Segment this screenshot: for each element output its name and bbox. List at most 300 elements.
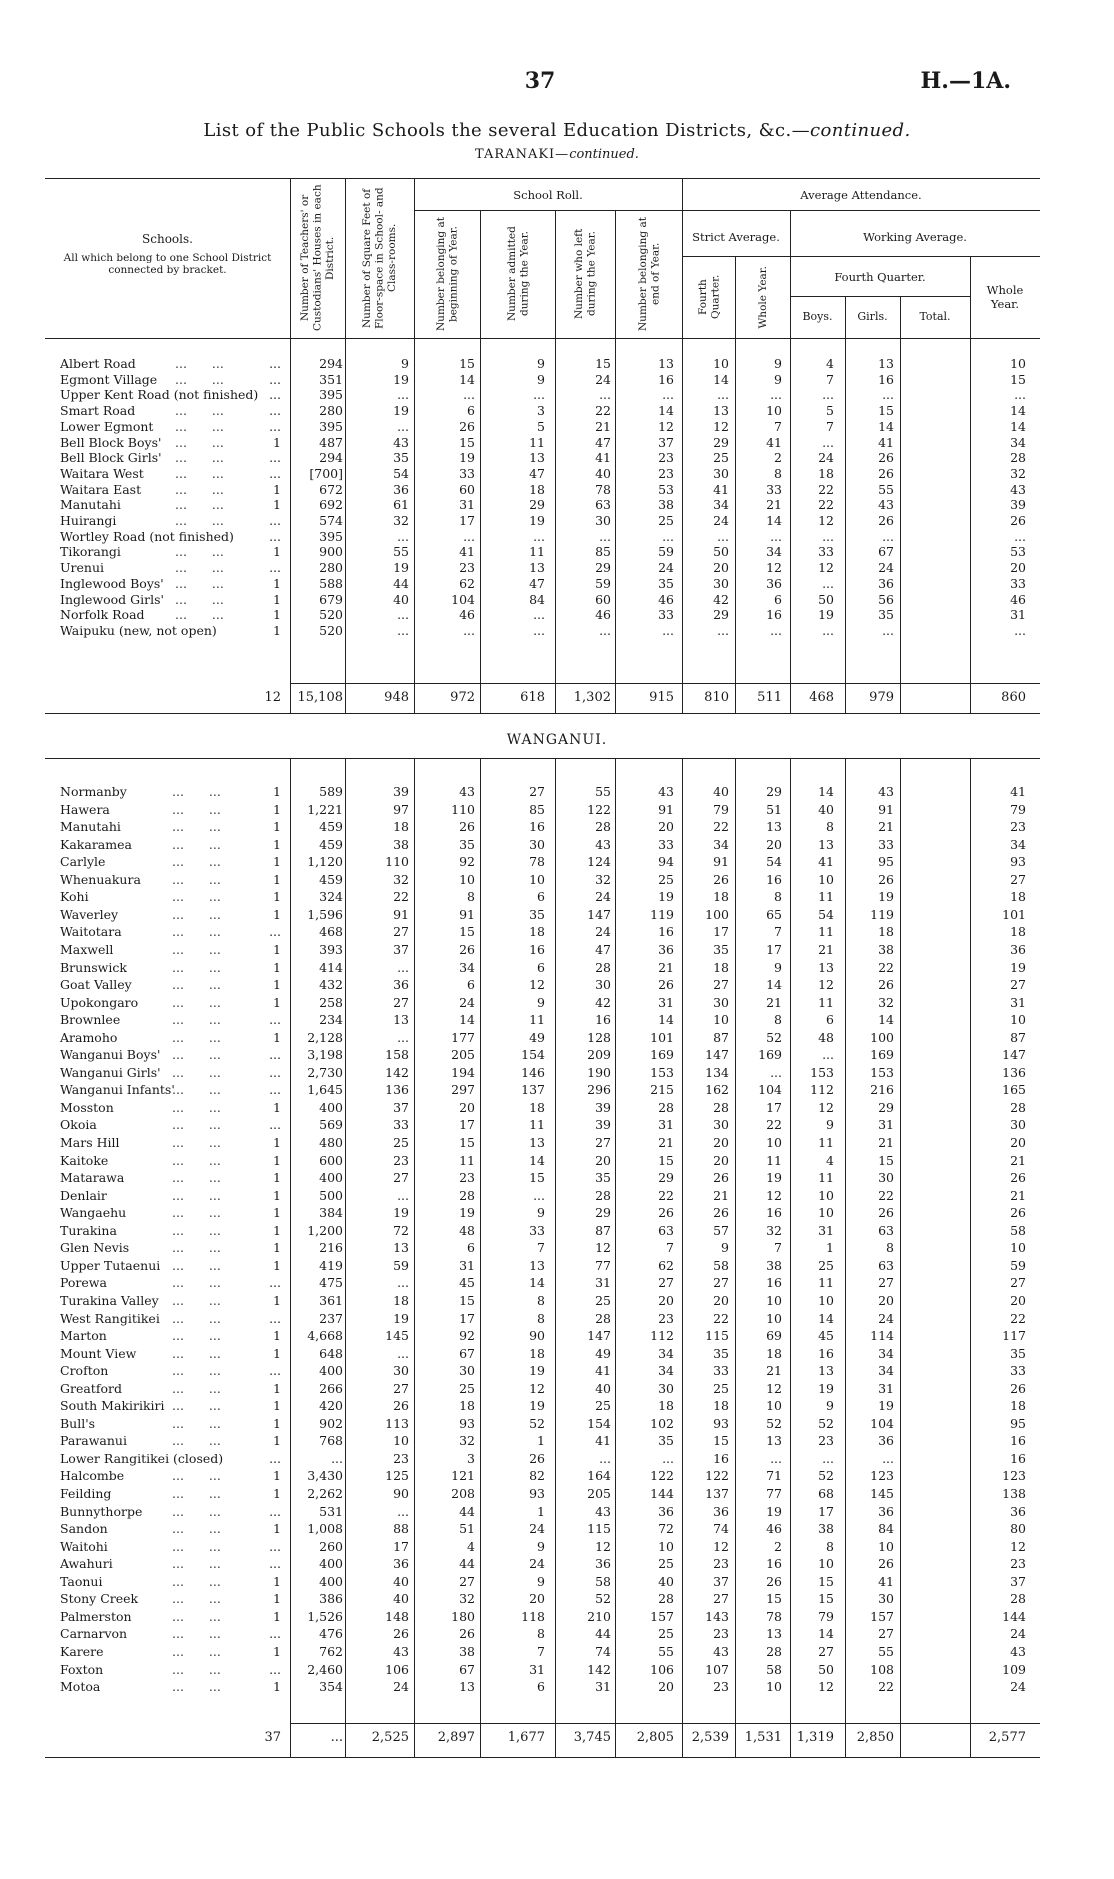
- cell-floor-space: 500: [319, 1187, 343, 1203]
- cell-boys: 17: [766, 1099, 782, 1115]
- cell-roll-beginning: 19: [393, 1310, 409, 1326]
- cell-strict-fourth-quarter: 40: [658, 1573, 674, 1589]
- cell-roll-left: ...: [533, 528, 545, 544]
- cell-roll-left: 12: [529, 977, 545, 993]
- school-name: Greatford: [60, 1380, 122, 1396]
- cell-roll-left: 19: [529, 1398, 545, 1414]
- cell-girls: 4: [826, 1152, 834, 1168]
- cell-teachers-houses: ...: [269, 450, 281, 466]
- cell-whole-year: 24: [1010, 1679, 1026, 1695]
- header-total: Total.: [919, 310, 951, 323]
- cell-fourth-quarter-total: 22: [878, 959, 894, 975]
- cell-strict-whole-year: 34: [713, 497, 729, 513]
- cell-boys: 10: [766, 1398, 782, 1414]
- cell-roll-beginning: 40: [393, 1591, 409, 1607]
- cell-boys: 7: [774, 1240, 782, 1256]
- table-row: [60, 466, 1030, 481]
- school-name: Wanganui Infants': [60, 1082, 175, 1098]
- leader-dots: ... ...: [172, 1521, 221, 1537]
- cell-roll-end: 25: [595, 1292, 611, 1308]
- cell-girls: 9: [826, 1398, 834, 1414]
- leader-dots: ... ...: [172, 1152, 221, 1168]
- cell-girls: 10: [818, 1187, 834, 1203]
- cell-roll-admitted: 11: [459, 1152, 475, 1168]
- cell-roll-left: 10: [529, 871, 545, 887]
- cell-strict-fourth-quarter: 34: [658, 1363, 674, 1379]
- cell-roll-end: 52: [595, 1591, 611, 1607]
- cell-strict-fourth-quarter: 102: [650, 1415, 674, 1431]
- cell-roll-end: 22: [595, 403, 611, 419]
- school-name: Kohi: [60, 889, 89, 905]
- cell-roll-beginning: 26: [393, 1626, 409, 1642]
- cell-whole-year: 27: [1010, 1275, 1026, 1291]
- cell-girls: 15: [818, 1591, 834, 1607]
- cell-roll-end: 28: [595, 1310, 611, 1326]
- cell-whole-year: ...: [1014, 528, 1026, 544]
- table-top-rule: [45, 178, 1040, 179]
- cell-roll-end: 25: [595, 1398, 611, 1414]
- cell-roll-admitted: 92: [459, 1328, 475, 1344]
- cell-strict-fourth-quarter: 15: [658, 1152, 674, 1168]
- cell-strict-whole-year: 122: [705, 1468, 729, 1484]
- cell-roll-beginning: 25: [393, 1135, 409, 1150]
- cell-roll-left: 47: [529, 575, 545, 591]
- cell-roll-beginning: 22: [393, 889, 409, 905]
- cell-fourth-quarter-total: 35: [878, 607, 894, 623]
- cell-whole-year: 37: [1010, 1573, 1026, 1589]
- cell-teachers-houses: 1: [273, 1608, 281, 1624]
- cell-strict-whole-year: 100: [705, 906, 729, 922]
- cell-roll-beginning: 72: [393, 1222, 409, 1238]
- cell-roll-admitted: 51: [459, 1521, 475, 1537]
- school-name: Awahuri: [60, 1556, 113, 1572]
- cell-roll-admitted: 26: [459, 418, 475, 434]
- cell-strict-whole-year: 12: [713, 418, 729, 434]
- cell-girls: 7: [826, 371, 834, 387]
- cell-roll-end: 87: [595, 1222, 611, 1238]
- cell-roll-admitted: 60: [459, 481, 475, 497]
- cell-roll-beginning: 97: [393, 801, 409, 817]
- cell-strict-fourth-quarter: 20: [658, 819, 674, 835]
- cell-roll-beginning: 36: [393, 481, 409, 497]
- cell-strict-whole-year: 30: [713, 465, 729, 481]
- cell-girls: 14: [818, 784, 834, 799]
- cell-girls: 6: [826, 1012, 834, 1028]
- table-row: [60, 529, 1030, 544]
- cell-teachers-houses: 1: [273, 1135, 281, 1150]
- school-name: Waverley: [60, 906, 119, 922]
- cell-floor-space: 400: [319, 1170, 343, 1186]
- cell-strict-whole-year: 35: [713, 1345, 729, 1361]
- total-teachers-houses: 12: [264, 690, 281, 705]
- cell-floor-space: 480: [319, 1135, 343, 1150]
- cell-roll-admitted: 297: [451, 1082, 475, 1098]
- cell-strict-whole-year: 23: [713, 1626, 729, 1642]
- cell-fourth-quarter-total: 30: [878, 1170, 894, 1186]
- cell-roll-admitted: 180: [451, 1608, 475, 1624]
- total-strict-whole-year: 810: [704, 690, 729, 705]
- school-name: Carnarvon: [60, 1626, 128, 1642]
- table-row: [60, 802, 1030, 817]
- cell-roll-admitted: 31: [459, 1257, 475, 1273]
- cell-teachers-houses: 1: [273, 497, 281, 513]
- cell-whole-year: 43: [1010, 1643, 1026, 1659]
- cell-roll-admitted: ...: [463, 622, 475, 638]
- cell-roll-end: 29: [595, 560, 611, 576]
- cell-strict-whole-year: 33: [713, 1363, 729, 1379]
- cell-whole-year: 20: [1010, 560, 1026, 576]
- cell-floor-space: 393: [319, 941, 343, 957]
- school-name: Bunnythorpe: [60, 1503, 143, 1519]
- cell-floor-space: 432: [319, 977, 343, 993]
- cell-teachers-houses: ...: [269, 513, 281, 528]
- cell-strict-whole-year: 13: [713, 403, 729, 419]
- cell-roll-beginning: ...: [397, 1187, 409, 1203]
- cell-strict-whole-year: 28: [713, 1099, 729, 1115]
- cell-girls: 12: [818, 513, 834, 528]
- school-name: Foxton: [60, 1661, 104, 1677]
- table-row: [60, 819, 1030, 834]
- cell-roll-beginning: ...: [397, 622, 409, 638]
- cell-strict-whole-year: 42: [713, 591, 729, 607]
- cell-roll-left: 11: [529, 1012, 545, 1028]
- cell-strict-whole-year: 50: [713, 544, 729, 560]
- cell-roll-beginning: 27: [393, 1170, 409, 1186]
- leader-dots: ... ...: [172, 1187, 221, 1203]
- table-row: [60, 1468, 1030, 1483]
- cell-roll-left: 15: [529, 1170, 545, 1186]
- leader-dots: ... ...: [172, 941, 221, 957]
- cell-roll-beginning: 37: [393, 941, 409, 957]
- cell-roll-left: 18: [529, 1345, 545, 1361]
- cell-roll-left: 9: [537, 1573, 545, 1589]
- cell-roll-left: 30: [529, 836, 545, 852]
- cell-roll-left: 82: [529, 1468, 545, 1484]
- cell-roll-left: 13: [529, 1135, 545, 1150]
- taranaki-totals-rule: [290, 683, 1040, 684]
- cell-girls: 52: [818, 1415, 834, 1431]
- cell-roll-admitted: 28: [459, 1187, 475, 1203]
- cell-floor-space: 386: [319, 1591, 343, 1607]
- total-teachers-houses: 37: [264, 1730, 281, 1745]
- cell-strict-whole-year: 79: [713, 801, 729, 817]
- school-name: Brunswick: [60, 959, 127, 975]
- cell-boys: 8: [774, 465, 782, 481]
- cell-roll-end: 39: [595, 1099, 611, 1115]
- cell-roll-admitted: 110: [451, 801, 475, 817]
- cell-girls: 25: [818, 1257, 834, 1273]
- cell-fourth-quarter-total: 41: [878, 1573, 894, 1589]
- cell-whole-year: 80: [1010, 1521, 1026, 1537]
- cell-floor-space: 400: [319, 1099, 343, 1115]
- cell-floor-space: 768: [319, 1433, 343, 1449]
- cell-boys: ...: [770, 1450, 782, 1466]
- cell-girls: 10: [818, 1556, 834, 1572]
- cell-roll-end: 44: [595, 1626, 611, 1642]
- cell-strict-whole-year: 16: [713, 1450, 729, 1466]
- cell-roll-left: 35: [529, 906, 545, 922]
- school-name: Waitohi: [60, 1538, 108, 1554]
- cell-teachers-houses: 1: [273, 1205, 281, 1221]
- cell-floor-space: 395: [319, 528, 343, 544]
- cell-floor-space: 648: [319, 1345, 343, 1361]
- school-name: Maxwell: [60, 941, 114, 957]
- cell-boys: 52: [766, 1415, 782, 1431]
- cell-teachers-houses: 1: [273, 1187, 281, 1203]
- cell-boys: 41: [766, 434, 782, 450]
- table-row: [60, 497, 1030, 512]
- cell-whole-year: 33: [1010, 575, 1026, 591]
- cell-strict-fourth-quarter: 55: [658, 1643, 674, 1659]
- cell-roll-end: 47: [595, 941, 611, 957]
- cell-roll-admitted: 121: [451, 1468, 475, 1484]
- cell-boys: 20: [766, 836, 782, 852]
- header-rule-fourth-quarter: [790, 296, 970, 297]
- cell-whole-year: 101: [1002, 906, 1026, 922]
- cell-roll-admitted: 35: [459, 836, 475, 852]
- cell-strict-whole-year: 26: [713, 1170, 729, 1186]
- cell-roll-beginning: 43: [393, 434, 409, 450]
- leader-dots: ... ...: [175, 465, 224, 481]
- school-name: Upper Tutaenui: [60, 1257, 161, 1273]
- cell-roll-end: 147: [587, 1328, 611, 1344]
- cell-strict-whole-year: ...: [717, 528, 729, 544]
- cell-whole-year: 10: [1010, 356, 1026, 371]
- leader-dots: ... ...: [172, 1205, 221, 1221]
- table-row: [60, 960, 1030, 975]
- cell-roll-left: 9: [537, 1205, 545, 1221]
- cell-strict-fourth-quarter: ...: [662, 387, 674, 403]
- cell-roll-admitted: 41: [459, 544, 475, 560]
- cell-strict-fourth-quarter: 14: [658, 1012, 674, 1028]
- cell-whole-year: 95: [1010, 1415, 1026, 1431]
- leader-dots: ... ...: [175, 560, 224, 576]
- total-strict-whole-year: 2,539: [691, 1730, 729, 1745]
- cell-floor-space: 400: [319, 1363, 343, 1379]
- cell-roll-end: 58: [595, 1573, 611, 1589]
- cell-strict-whole-year: 30: [713, 994, 729, 1010]
- cell-roll-beginning: 32: [393, 871, 409, 887]
- table-row: [60, 1381, 1030, 1396]
- leader-dots: ... ...: [175, 356, 224, 371]
- cell-strict-whole-year: 34: [713, 836, 729, 852]
- cell-fourth-quarter-total: 43: [878, 497, 894, 513]
- leader-dots: ... ...: [175, 450, 224, 466]
- cell-girls: 1: [826, 1240, 834, 1256]
- cell-girls: 10: [818, 871, 834, 887]
- cell-floor-space: 1,120: [307, 854, 343, 870]
- cell-boys: 77: [766, 1486, 782, 1501]
- cell-boys: 10: [766, 1292, 782, 1308]
- table-row: [60, 837, 1030, 852]
- cell-strict-whole-year: 14: [713, 371, 729, 387]
- school-name: Stony Creek: [60, 1591, 139, 1607]
- school-name: Feilding: [60, 1486, 112, 1501]
- cell-whole-year: 26: [1010, 513, 1026, 528]
- leader-dots: ... ...: [172, 1608, 221, 1624]
- cell-boys: 51: [766, 801, 782, 817]
- cell-teachers-houses: 1: [273, 591, 281, 607]
- cell-whole-year: 28: [1010, 1591, 1026, 1607]
- cell-strict-whole-year: 57: [713, 1222, 729, 1238]
- cell-boys: 22: [766, 1117, 782, 1133]
- cell-floor-space: 569: [319, 1117, 343, 1133]
- cell-fourth-quarter-total: 108: [870, 1661, 894, 1677]
- leader-dots: ... ...: [172, 871, 221, 887]
- school-name: Manutahi: [60, 819, 121, 835]
- cell-teachers-houses: 1: [273, 1679, 281, 1695]
- cell-roll-beginning: 27: [393, 924, 409, 940]
- cell-fourth-quarter-total: 29: [878, 1099, 894, 1115]
- cell-whole-year: 31: [1010, 994, 1026, 1010]
- cell-roll-left: 84: [529, 591, 545, 607]
- cell-girls: 22: [818, 481, 834, 497]
- cell-strict-fourth-quarter: 101: [650, 1029, 674, 1045]
- cell-roll-end: 60: [595, 591, 611, 607]
- total-roll-left: 1,677: [507, 1730, 545, 1745]
- cell-strict-fourth-quarter: 21: [658, 1135, 674, 1150]
- school-name: Karere: [60, 1643, 104, 1659]
- cell-whole-year: 87: [1010, 1029, 1026, 1045]
- table-row: [60, 1117, 1030, 1132]
- cell-teachers-houses: 1: [273, 1099, 281, 1115]
- cell-teachers-houses: 1: [273, 622, 281, 638]
- leader-dots: ... ...: [172, 1556, 221, 1572]
- cell-whole-year: 136: [1002, 1064, 1026, 1080]
- cell-roll-admitted: ...: [463, 387, 475, 403]
- cell-fourth-quarter-total: ...: [882, 528, 894, 544]
- cell-roll-left: 137: [521, 1082, 545, 1098]
- cell-roll-left: 85: [529, 801, 545, 817]
- table-row: [60, 1293, 1030, 1308]
- leader-dots: ... ...: [172, 1012, 221, 1028]
- cell-fourth-quarter-total: 63: [878, 1257, 894, 1273]
- cell-roll-beginning: 19: [393, 403, 409, 419]
- wanganui-totals-row: [60, 1730, 1030, 1746]
- cell-strict-fourth-quarter: 59: [658, 544, 674, 560]
- cell-strict-fourth-quarter: 14: [658, 403, 674, 419]
- cell-strict-fourth-quarter: 106: [650, 1661, 674, 1677]
- table-row: [60, 907, 1030, 922]
- cell-whole-year: 24: [1010, 1626, 1026, 1642]
- cell-teachers-houses: ...: [269, 1047, 281, 1063]
- cell-strict-whole-year: ...: [717, 387, 729, 403]
- table-row: [60, 1065, 1030, 1080]
- cell-roll-beginning: 9: [401, 356, 409, 371]
- cell-roll-end: 55: [595, 784, 611, 799]
- cell-strict-whole-year: 10: [713, 356, 729, 371]
- cell-roll-admitted: 46: [459, 607, 475, 623]
- table-row: [60, 419, 1030, 434]
- cell-strict-whole-year: 22: [713, 1310, 729, 1326]
- cell-roll-end: 205: [587, 1486, 611, 1501]
- cell-floor-space: 354: [319, 1679, 343, 1695]
- cell-strict-whole-year: 21: [713, 1187, 729, 1203]
- leader-dots: ... ...: [172, 1029, 221, 1045]
- cell-teachers-houses: 1: [273, 1345, 281, 1361]
- cell-strict-fourth-quarter: 23: [658, 450, 674, 466]
- cell-roll-end: 28: [595, 1187, 611, 1203]
- table-row: [60, 1100, 1030, 1115]
- cell-fourth-quarter-total: 95: [878, 854, 894, 870]
- cell-floor-space: 395: [319, 418, 343, 434]
- cell-roll-beginning: 44: [393, 575, 409, 591]
- cell-teachers-houses: 1: [273, 889, 281, 905]
- cell-boys: 46: [766, 1521, 782, 1537]
- cell-floor-space: 476: [319, 1626, 343, 1642]
- cell-roll-beginning: 55: [393, 544, 409, 560]
- cell-floor-space: 672: [319, 481, 343, 497]
- cell-girls: 50: [818, 1661, 834, 1677]
- cell-teachers-houses: 1: [273, 575, 281, 591]
- cell-fourth-quarter-total: 84: [878, 1521, 894, 1537]
- cell-boys: 15: [766, 1591, 782, 1607]
- cell-whole-year: 46: [1010, 591, 1026, 607]
- cell-roll-left: 78: [529, 854, 545, 870]
- table-row: [60, 1363, 1030, 1378]
- cell-roll-end: 31: [595, 1679, 611, 1695]
- school-name: South Makirikiri: [60, 1398, 165, 1414]
- table-row: [60, 1679, 1030, 1694]
- cell-roll-end: 49: [595, 1345, 611, 1361]
- leader-dots: ... ...: [172, 1345, 221, 1361]
- page-title: List of the Public Schools the several Education Districts, &c.—continued.: [203, 120, 911, 141]
- leader-dots: ... ...: [172, 1661, 221, 1677]
- cell-strict-fourth-quarter: 23: [658, 1310, 674, 1326]
- cell-boys: 58: [766, 1661, 782, 1677]
- school-name: Normanby: [60, 784, 127, 799]
- school-name: Aramoho: [60, 1029, 118, 1045]
- cell-whole-year: 93: [1010, 854, 1026, 870]
- cell-roll-end: 47: [595, 434, 611, 450]
- cell-strict-fourth-quarter: ...: [662, 528, 674, 544]
- cell-whole-year: 23: [1010, 819, 1026, 835]
- cell-teachers-houses: ...: [269, 1450, 281, 1466]
- table-row: [60, 560, 1030, 575]
- cell-floor-space: 420: [319, 1398, 343, 1414]
- table-row: [60, 872, 1030, 887]
- cell-fourth-quarter-total: 31: [878, 1380, 894, 1396]
- cell-roll-left: 29: [529, 497, 545, 513]
- cell-strict-fourth-quarter: 122: [650, 1468, 674, 1484]
- cell-floor-space: 600: [319, 1152, 343, 1168]
- cell-roll-admitted: 43: [459, 784, 475, 799]
- cell-teachers-houses: 1: [273, 1222, 281, 1238]
- cell-strict-fourth-quarter: 31: [658, 994, 674, 1010]
- cell-teachers-houses: ...: [269, 1538, 281, 1554]
- cell-boys: 52: [766, 1029, 782, 1045]
- wanganui-top-rule: [45, 758, 1040, 759]
- cell-roll-end: 27: [595, 1135, 611, 1150]
- school-name: Whenuakura: [60, 871, 141, 887]
- cell-floor-space: 487: [319, 434, 343, 450]
- cell-roll-left: 154: [521, 1047, 545, 1063]
- total-roll-beginning: 2,525: [371, 1730, 409, 1745]
- cell-teachers-houses: 1: [273, 801, 281, 817]
- cell-boys: 16: [766, 871, 782, 887]
- cell-floor-space: 531: [319, 1503, 343, 1519]
- cell-roll-beginning: 61: [393, 497, 409, 513]
- cell-girls: 11: [818, 1135, 834, 1150]
- cell-girls: 9: [826, 1117, 834, 1133]
- school-name: Inglewood Girls': [60, 591, 164, 607]
- table-row: [60, 1644, 1030, 1659]
- cell-roll-end: 296: [587, 1082, 611, 1098]
- cell-floor-space: 475: [319, 1275, 343, 1291]
- school-name: Motoa: [60, 1679, 101, 1695]
- leader-dots: ... ...: [172, 889, 221, 905]
- table-row: [60, 977, 1030, 992]
